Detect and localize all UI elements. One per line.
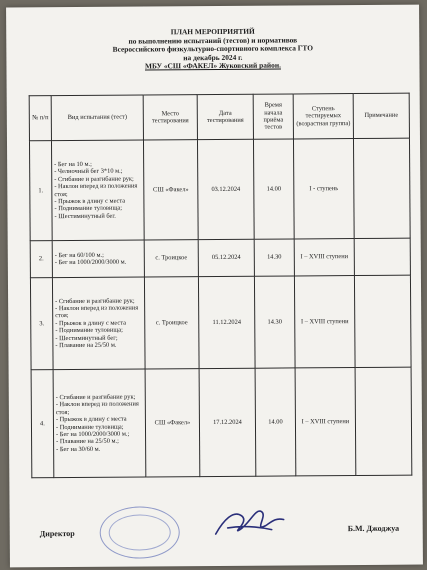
organization-stamp <box>100 506 180 559</box>
row-num: 3. <box>30 278 53 370</box>
row-tests <box>52 277 145 370</box>
row-place: с. Троицкое <box>144 240 198 277</box>
test-item: - Прыжок в длину с места <box>55 415 127 424</box>
test-item: - Сгибание и разгибание рук; <box>55 393 136 401</box>
signatory-title: Директор <box>39 528 75 539</box>
row-time: 14.00 <box>253 139 294 239</box>
row-date: 05.12.2024 <box>198 239 254 276</box>
col-header-stage: Ступень тестируемых (возрастная группа) <box>293 94 353 139</box>
header-line-3: Всероссийского физкультурно-спортивного комплекса ГТО <box>112 43 314 54</box>
table-header-row <box>29 93 409 141</box>
test-item: - Поднимание туловища; <box>54 204 123 213</box>
table-row <box>30 238 410 278</box>
test-item: - Плавание на 25/50 м.; <box>56 437 119 446</box>
header-line-2: по выполнению испытаний (тестов) и нормативов <box>128 35 298 46</box>
test-item: - Прыжок в длину с места <box>55 319 126 327</box>
stamp-inner-ring <box>109 514 171 550</box>
row-place: с. Троицкое <box>144 277 199 369</box>
row-stage: I - ступень <box>293 139 354 239</box>
test-item: - Шестиминутный бег. <box>54 212 116 220</box>
row-num: 1. <box>29 141 52 241</box>
header-line-4: на декабрь 2024 г. <box>183 52 243 62</box>
row-stage: I – XVIII ступени <box>294 239 354 276</box>
table-row <box>29 138 410 241</box>
test-item: - Бег на 1000/2000/3000 м. <box>54 258 127 267</box>
row-time: 14.00 <box>255 368 296 476</box>
col-header-place: Место тестирования <box>143 95 197 140</box>
row-time: 14.30 <box>254 276 295 368</box>
header-title: ПЛАН МЕРОПРИЯТИЙ <box>170 26 255 37</box>
col-header-note: Примечание <box>353 93 409 138</box>
row-tests <box>51 140 144 241</box>
table-row <box>31 367 412 478</box>
events-table <box>29 93 413 479</box>
director-name: Б.М. Джоджуа <box>347 523 400 534</box>
row-num: 2. <box>30 241 52 278</box>
test-item: - Наклон вперед из положения стоя; <box>55 400 139 416</box>
test-item: - Бег на 10 м.; <box>54 160 92 168</box>
row-note <box>354 275 411 367</box>
test-item: - Сгибание и разгибание рук; <box>55 297 135 305</box>
test-item: - Шестиминутный бег; <box>55 334 118 342</box>
row-date: 17.12.2024 <box>199 368 256 476</box>
row-note <box>355 367 412 475</box>
test-item: - Поднимание туловища; <box>55 423 124 431</box>
director-signature <box>209 499 289 544</box>
test-item: - Бег на 60/100 м.; <box>54 251 104 259</box>
row-stage: I – XVIII ступени <box>294 276 355 368</box>
row-place: СШ «Факел» <box>145 369 200 477</box>
row-date: 03.12.2024 <box>197 139 254 239</box>
header-organization: МБУ «СШ «ФАКЕЛ» Жуковский район. <box>144 60 281 71</box>
document-header <box>6 27 419 73</box>
col-header-time: Время начала приёма тестов <box>253 94 293 139</box>
row-tests <box>52 240 144 278</box>
test-item: - Бег на 1000/2000/3000 м.; <box>56 430 130 439</box>
row-date: 11.12.2024 <box>198 276 255 368</box>
row-time: 14.30 <box>254 239 294 276</box>
test-item: - Бег на 30/60 м. <box>56 445 101 453</box>
test-item: - Наклон вперед из положения стоя; <box>55 304 139 320</box>
test-item: - Челночный бег 3*10 м.; <box>54 167 123 176</box>
row-note <box>354 238 410 275</box>
test-item: - Наклон вперед из положения стоя; <box>54 182 138 198</box>
document-page <box>6 5 423 568</box>
row-num: 4. <box>31 370 54 478</box>
test-item: - Плавание на 25/50 м. <box>55 341 117 350</box>
table-row <box>30 275 411 370</box>
test-item: - Прыжок в длину с места <box>54 197 126 206</box>
row-stage: I – XVIII ступени <box>295 368 356 476</box>
row-place: СШ «Факел» <box>143 140 198 240</box>
col-header-num: № п/п <box>29 96 51 141</box>
test-item: - Сгибание и разгибание рук; <box>54 175 134 183</box>
col-header-test: Вид испытания (тест) <box>51 95 143 141</box>
row-tests <box>53 369 146 478</box>
test-item: - Поднимание туловища; <box>55 326 123 335</box>
col-header-date: Дата тестирования <box>197 94 253 139</box>
row-note <box>353 138 410 238</box>
